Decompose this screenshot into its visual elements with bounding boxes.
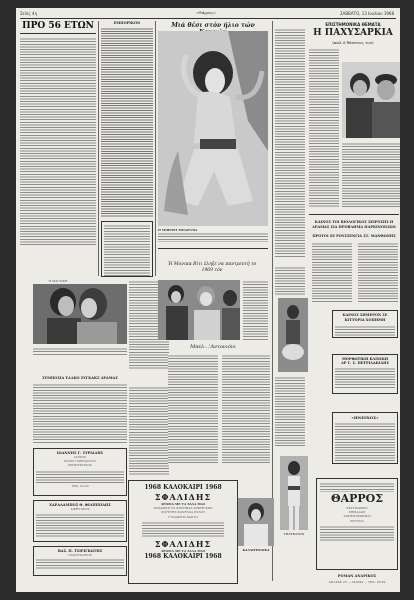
dentist-ad-title: ΒΑΣ. Π. ΤΣΙΡΙΓΚΩΤΗΣ [57, 549, 103, 553]
bardot-photo [158, 31, 268, 226]
doctor-ad-title: ΙΩΑΝΝΗΣ Γ. ΣΥΡΙΑΔΗΣ [56, 451, 104, 455]
bikini-photo-image [280, 456, 308, 530]
sfalidis-name: ΣΦΑΛΙΔΗΣ [154, 492, 212, 502]
right-narrow-text-3 [275, 376, 305, 446]
lower-left-article [33, 376, 127, 444]
col1-article-text [20, 37, 96, 245]
antonioni-subhead: Μπελ...'Αντονιόνι [190, 344, 236, 350]
page-number: Σελίς 4η [20, 11, 38, 16]
roman-andrikos-ad: ΡΟΜΑΝ ΑΝΔΡΙΚΟΣ [337, 574, 377, 578]
obesity-photo-image [342, 62, 400, 138]
col2-listings [101, 27, 153, 217]
right-article-text-2 [342, 142, 400, 208]
sfalidis-name-2: ΣΦΑΛΙΔΗΣ [154, 538, 212, 549]
right-mid-subheadline: ΠΡΟΤΟΙ ΣΕ ΡΟΥΣΣΕΝΓΙΑ ΣΤ. ΜΑΝΘΩΝΗΣ [312, 234, 396, 238]
tharros-print-ad: ΘΑΡΡΟΣ ΕΚΤΥΠΩΣΕΙΣ ΣΗΜΑΙΑΙΣ ΤΑΞΙΕΝΔΕΙΣΙΜΑΙ ΕΝΤΥΠΑ [316, 478, 398, 570]
right-box-1: ΚΑΙΝΟΣ ΣΗΜΕΡΟΝ ΣΕ ΚΙΤΤΟΡΙΑ ΧΟΠΗΜΗ [332, 310, 398, 338]
vitti-article-left [168, 354, 218, 464]
lawyer-ad: ΧΑΡΑΛΑΜΠΟΣ Θ. ΦΙΛΙΠΠΙΔΗΣ ΔΙΚΗΓΟΡΟΣ [33, 500, 127, 542]
right-narrow-text [275, 28, 305, 258]
column-2 [101, 21, 153, 277]
page-date: ΣΑΒΒΑΤΟ, 13 Ιουλίου 1968 [340, 11, 394, 16]
lower-left-title: ΣΥΜΠΟΣΙΑ ΤΑΛΚΟ ΣΥΓΚΑΚΣ ΔΡΑΜΑΣ [42, 376, 118, 380]
sfalidis-ad: 1968 ΚΑΛΟΚΑΙΡΙ 1968 ΣΦΑΛΙΔΗΣ ΔΡΟΣΙΑ ΜΕ ΤΑ ΣΑΛΑ ΜΑΣ ΠΥΖΑΜΕΣ ΤΟ ΦΕΣΤΙΒΑΛ ΜΠΕΡΓΚΕΝ ΦΟΥΣΤΕΣ ΦΑΝΕΛΛΑ ΚΥΛΟΤ ΓΥΝΑΙΚΕΙΑ ΜΑΓΙΟ ΣΦΑΛΙΔΗΣ ΔΡΟΣΙΑ ΜΕ ΤΑ ΣΑΛΑ ΜΑΣ 1968 ΚΑΛΟΚΑΙΡΙ 1968 [128, 480, 238, 584]
right-box-3: «ΗΝΙΟΧΟΣ» [332, 412, 398, 464]
col1-title: ΠΡΟ 56 ΕΤΩΝ [22, 21, 94, 31]
vitti-headline: Ή Μονικα Βίτι έληξε να παντρευτή το 1969 τόν [167, 262, 257, 273]
tharros-ad-title: ΘΑΡΡΟΣ [330, 492, 384, 505]
newspaper-page [16, 8, 400, 592]
right-article-text [309, 48, 339, 208]
right-headline: Η ΠΑΧΥΣΑΡΚΙΑ [313, 28, 393, 38]
athlete-photo-image [278, 298, 308, 372]
vitti-photo-image [158, 280, 240, 340]
vitti-photo [158, 280, 240, 340]
roman-andrikos-address: ΑΝΔΡΑΣ 23 — ΔΡΑΜΑ — ΤΗΛ. 28-49 [328, 580, 386, 584]
small-portrait-photo [238, 498, 274, 546]
photo-kicker: Η ΜΑΓΤΙΚΗ [48, 279, 68, 283]
right-box-2: ΜΟΡΦΩΤΙΚΗ ΚΛΙΝΙΚΗ ΔΡ Γ. Σ. ΠΕΤΡΙΔΑΚΙΔΗΣ [332, 354, 398, 394]
lawyer-ad-title: ΧΑΡΑΛΑΜΠΟΣ Θ. ΦΙΛΙΠΠΙΔΗΣ [49, 503, 111, 507]
right-mid-headline: ΚΑΙΝΟΣ ΤΟΙ ΒΙΟΛΟΓΙΚΟΣ ΣΕΙΡΟΣΗΣ Η ΔΡΑΜΑΣ ΣΙΑ ΠΡΟΒΛΗΜΑ ΠΑΡΚΙΝΟΝΣΩΝ [312, 220, 396, 229]
right-mid-text-1 [312, 242, 352, 302]
sfalidis-ad-bottom: 1968 ΚΑΛΟΚΑΙΡΙ 1968 [144, 553, 222, 561]
small-portrait-image [238, 498, 274, 546]
sfalidis-ad-top: 1968 ΚΑΛΟΚΑΙΡΙ 1968 [144, 484, 222, 491]
kiss-photo [33, 284, 127, 344]
col2-title: ΕΜΠΟΡΙΚΟΝ [113, 21, 141, 25]
center-headline: Μιά θέσι στόν ήλιο τών [171, 22, 255, 29]
kiss-photo-caption [33, 347, 127, 356]
column-1 [20, 21, 96, 245]
obesity-photo [342, 62, 400, 138]
masthead: «Θάρρος» [195, 10, 217, 15]
right-mid-text-2 [358, 242, 398, 302]
vitti-article-right [222, 354, 270, 464]
doctor-ad: ΙΩΑΝΝΗΣ Γ. ΣΥΡΙΑΔΗΣ ΙΑΤΡΟΣ ΦΙΛΟΣ ΠΑΘΟΛΟΓΟΥ ΧΕΙΡΟΥΡΓΙΚΟΣ ΤΗΛ. 23-43 [33, 448, 127, 496]
kiss-photo-image [33, 284, 127, 344]
right-kicker: ΕΠΙΣΤΗΜΟΝΙΚΑ ΘΕΜΑΤΑ [325, 22, 381, 27]
dentist-ad: ΒΑΣ. Π. ΤΣΙΡΙΓΚΩΤΗΣ ΟΔΟΝΤΙΑΤΡΟΣ [33, 546, 127, 576]
athlete-photo [278, 298, 308, 372]
bikini-photo [280, 456, 308, 530]
right-subheadline: (καλ ό θάνατος του) [332, 40, 374, 45]
col2-bottom-text [129, 386, 169, 476]
bardot-caption: Η ΜΠΡΙΖΙΤ ΜΠΑΡΝΤΩ [158, 228, 268, 242]
right-narrow-text-2 [275, 266, 305, 296]
small-portrait-caption: ΚΑΛΛΙΤΕΧΝΙΚΑ [242, 548, 270, 552]
bikini-photo-caption: ΤΗΛΕΒΑΤΩΝ [283, 532, 305, 536]
vitti-side-text [243, 280, 268, 340]
header-rule [20, 18, 396, 19]
bardot-photo-image [158, 31, 268, 226]
